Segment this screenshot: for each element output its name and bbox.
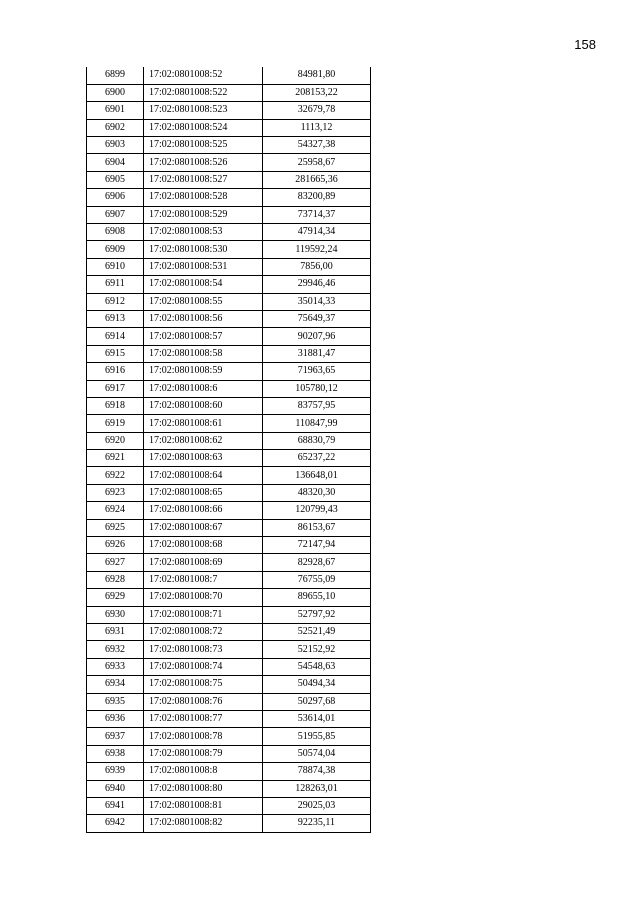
value-cell: 72147,94 [263, 537, 371, 554]
table-row [87, 815, 371, 832]
row-number-cell: 6905 [87, 171, 144, 188]
table-row [87, 171, 371, 188]
row-number-cell: 6928 [87, 571, 144, 588]
value-cell: 52521,49 [263, 624, 371, 641]
row-number-cell: 6907 [87, 206, 144, 223]
row-number-cell: 6930 [87, 606, 144, 623]
row-number-cell: 6924 [87, 502, 144, 519]
row-number-cell: 6940 [87, 780, 144, 797]
cadastral-number-cell: 17:02:0801008:52 [144, 67, 263, 84]
value-cell: 83200,89 [263, 189, 371, 206]
table-row [87, 467, 371, 484]
table-row [87, 345, 371, 362]
value-cell: 281665,36 [263, 171, 371, 188]
table-row [87, 206, 371, 223]
cadastral-number-cell: 17:02:0801008:78 [144, 728, 263, 745]
value-cell: 35014,33 [263, 293, 371, 310]
cadastral-number-cell: 17:02:0801008:525 [144, 137, 263, 154]
cadastral-number-cell: 17:02:0801008:55 [144, 293, 263, 310]
value-cell: 120799,43 [263, 502, 371, 519]
row-number-cell: 6935 [87, 693, 144, 710]
table-row [87, 571, 371, 588]
page-number: 158 [574, 37, 596, 52]
value-cell: 136648,01 [263, 467, 371, 484]
row-number-cell: 6942 [87, 815, 144, 832]
table-row [87, 450, 371, 467]
row-number-cell: 6908 [87, 224, 144, 241]
row-number-cell: 6925 [87, 519, 144, 536]
table-row [87, 693, 371, 710]
cadastral-number-cell: 17:02:0801008:69 [144, 554, 263, 571]
row-number-cell: 6904 [87, 154, 144, 171]
row-number-cell: 6934 [87, 676, 144, 693]
value-cell: 83757,95 [263, 397, 371, 414]
cadastral-number-cell: 17:02:0801008:68 [144, 537, 263, 554]
row-number-cell: 6939 [87, 763, 144, 780]
value-cell: 84981,80 [263, 67, 371, 84]
row-number-cell: 6929 [87, 589, 144, 606]
row-number-cell: 6913 [87, 310, 144, 327]
cadastral-number-cell: 17:02:0801008:528 [144, 189, 263, 206]
table-row [87, 780, 371, 797]
table-row [87, 745, 371, 762]
cadastral-number-cell: 17:02:0801008:67 [144, 519, 263, 536]
row-number-cell: 6938 [87, 745, 144, 762]
row-number-cell: 6926 [87, 537, 144, 554]
cadastral-number-cell: 17:02:0801008:523 [144, 102, 263, 119]
table-row [87, 484, 371, 501]
table-row [87, 641, 371, 658]
cadastral-number-cell: 17:02:0801008:70 [144, 589, 263, 606]
cadastral-number-cell: 17:02:0801008:54 [144, 276, 263, 293]
table-row [87, 258, 371, 275]
table-row [87, 432, 371, 449]
table-row [87, 763, 371, 780]
value-cell: 50494,34 [263, 676, 371, 693]
cadastral-number-cell: 17:02:0801008:522 [144, 84, 263, 101]
value-cell: 110847,99 [263, 415, 371, 432]
row-number-cell: 6918 [87, 397, 144, 414]
row-number-cell: 6923 [87, 484, 144, 501]
value-cell: 29946,46 [263, 276, 371, 293]
table-row [87, 519, 371, 536]
table-row [87, 606, 371, 623]
value-cell: 73714,37 [263, 206, 371, 223]
cadastral-number-cell: 17:02:0801008:61 [144, 415, 263, 432]
value-cell: 54548,63 [263, 658, 371, 675]
cadastral-number-cell: 17:02:0801008:526 [144, 154, 263, 171]
cadastral-number-cell: 17:02:0801008:63 [144, 450, 263, 467]
table-row [87, 554, 371, 571]
cadastral-number-cell: 17:02:0801008:64 [144, 467, 263, 484]
value-cell: 32679,78 [263, 102, 371, 119]
cadastral-number-cell: 17:02:0801008:73 [144, 641, 263, 658]
table-row [87, 797, 371, 814]
row-number-cell: 6921 [87, 450, 144, 467]
cadastral-number-cell: 17:02:0801008:79 [144, 745, 263, 762]
table-row [87, 310, 371, 327]
row-number-cell: 6920 [87, 432, 144, 449]
table-row [87, 241, 371, 258]
cadastral-number-cell: 17:02:0801008:60 [144, 397, 263, 414]
cadastral-number-cell: 17:02:0801008:57 [144, 328, 263, 345]
value-cell: 90207,96 [263, 328, 371, 345]
row-number-cell: 6937 [87, 728, 144, 745]
row-number-cell: 6909 [87, 241, 144, 258]
row-number-cell: 6927 [87, 554, 144, 571]
row-number-cell: 6932 [87, 641, 144, 658]
cadastral-number-cell: 17:02:0801008:75 [144, 676, 263, 693]
row-number-cell: 6931 [87, 624, 144, 641]
row-number-cell: 6912 [87, 293, 144, 310]
cadastral-number-cell: 17:02:0801008:74 [144, 658, 263, 675]
row-number-cell: 6916 [87, 363, 144, 380]
table-row [87, 676, 371, 693]
value-cell: 25958,67 [263, 154, 371, 171]
table-row [87, 624, 371, 641]
table-row [87, 84, 371, 101]
value-cell: 119592,24 [263, 241, 371, 258]
cadastral-number-cell: 17:02:0801008:65 [144, 484, 263, 501]
row-number-cell: 6914 [87, 328, 144, 345]
table-row [87, 328, 371, 345]
table-body [87, 67, 371, 832]
value-cell: 50574,04 [263, 745, 371, 762]
table-row [87, 189, 371, 206]
table-row [87, 154, 371, 171]
table-row [87, 276, 371, 293]
table-row [87, 589, 371, 606]
table-row [87, 710, 371, 727]
table-row [87, 224, 371, 241]
cadastral-number-cell: 17:02:0801008:56 [144, 310, 263, 327]
cadastral-number-cell: 17:02:0801008:58 [144, 345, 263, 362]
table-row [87, 119, 371, 136]
row-number-cell: 6915 [87, 345, 144, 362]
row-number-cell: 6899 [87, 67, 144, 84]
table-row [87, 102, 371, 119]
row-number-cell: 6906 [87, 189, 144, 206]
cadastral-number-cell: 17:02:0801008:81 [144, 797, 263, 814]
cadastral-number-cell: 17:02:0801008:524 [144, 119, 263, 136]
cadastral-number-cell: 17:02:0801008:53 [144, 224, 263, 241]
value-cell: 76755,09 [263, 571, 371, 588]
row-number-cell: 6917 [87, 380, 144, 397]
table-row [87, 380, 371, 397]
cadastral-number-cell: 17:02:0801008:80 [144, 780, 263, 797]
table-row [87, 537, 371, 554]
table-row [87, 728, 371, 745]
cadastral-number-cell: 17:02:0801008:59 [144, 363, 263, 380]
value-cell: 53614,01 [263, 710, 371, 727]
row-number-cell: 6919 [87, 415, 144, 432]
cadastral-number-cell: 17:02:0801008:72 [144, 624, 263, 641]
row-number-cell: 6903 [87, 137, 144, 154]
row-number-cell: 6902 [87, 119, 144, 136]
row-number-cell: 6910 [87, 258, 144, 275]
value-cell: 48320,30 [263, 484, 371, 501]
value-cell: 75649,37 [263, 310, 371, 327]
value-cell: 128263,01 [263, 780, 371, 797]
cadastral-number-cell: 17:02:0801008:529 [144, 206, 263, 223]
row-number-cell: 6933 [87, 658, 144, 675]
value-cell: 78874,38 [263, 763, 371, 780]
value-cell: 71963,65 [263, 363, 371, 380]
cadastral-number-cell: 17:02:0801008:77 [144, 710, 263, 727]
value-cell: 52152,92 [263, 641, 371, 658]
value-cell: 68830,79 [263, 432, 371, 449]
cadastral-number-cell: 17:02:0801008:527 [144, 171, 263, 188]
cadastral-number-cell: 17:02:0801008:76 [144, 693, 263, 710]
row-number-cell: 6922 [87, 467, 144, 484]
value-cell: 208153,22 [263, 84, 371, 101]
table-row [87, 502, 371, 519]
value-cell: 7856,00 [263, 258, 371, 275]
value-cell: 82928,67 [263, 554, 371, 571]
table-row [87, 363, 371, 380]
cadastral-number-cell: 17:02:0801008:71 [144, 606, 263, 623]
table-row [87, 67, 371, 84]
value-cell: 52797,92 [263, 606, 371, 623]
row-number-cell: 6941 [87, 797, 144, 814]
table-row [87, 293, 371, 310]
cadastral-number-cell: 17:02:0801008:82 [144, 815, 263, 832]
cadastral-number-cell: 17:02:0801008:6 [144, 380, 263, 397]
data-table-container [86, 67, 370, 833]
value-cell: 92235,11 [263, 815, 371, 832]
value-cell: 31881,47 [263, 345, 371, 362]
cadastral-number-cell: 17:02:0801008:62 [144, 432, 263, 449]
value-cell: 105780,12 [263, 380, 371, 397]
table-row [87, 415, 371, 432]
row-number-cell: 6900 [87, 84, 144, 101]
cadastral-number-cell: 17:02:0801008:66 [144, 502, 263, 519]
cadastral-number-cell: 17:02:0801008:531 [144, 258, 263, 275]
value-cell: 65237,22 [263, 450, 371, 467]
value-cell: 54327,38 [263, 137, 371, 154]
value-cell: 50297,68 [263, 693, 371, 710]
cadastral-number-cell: 17:02:0801008:530 [144, 241, 263, 258]
value-cell: 47914,34 [263, 224, 371, 241]
value-cell: 51955,85 [263, 728, 371, 745]
cadastral-value-table [86, 67, 371, 833]
row-number-cell: 6901 [87, 102, 144, 119]
table-row [87, 658, 371, 675]
cadastral-number-cell: 17:02:0801008:8 [144, 763, 263, 780]
row-number-cell: 6911 [87, 276, 144, 293]
value-cell: 1113,12 [263, 119, 371, 136]
table-row [87, 137, 371, 154]
value-cell: 29025,03 [263, 797, 371, 814]
row-number-cell: 6936 [87, 710, 144, 727]
value-cell: 89655,10 [263, 589, 371, 606]
cadastral-number-cell: 17:02:0801008:7 [144, 571, 263, 588]
value-cell: 86153,67 [263, 519, 371, 536]
table-row [87, 397, 371, 414]
